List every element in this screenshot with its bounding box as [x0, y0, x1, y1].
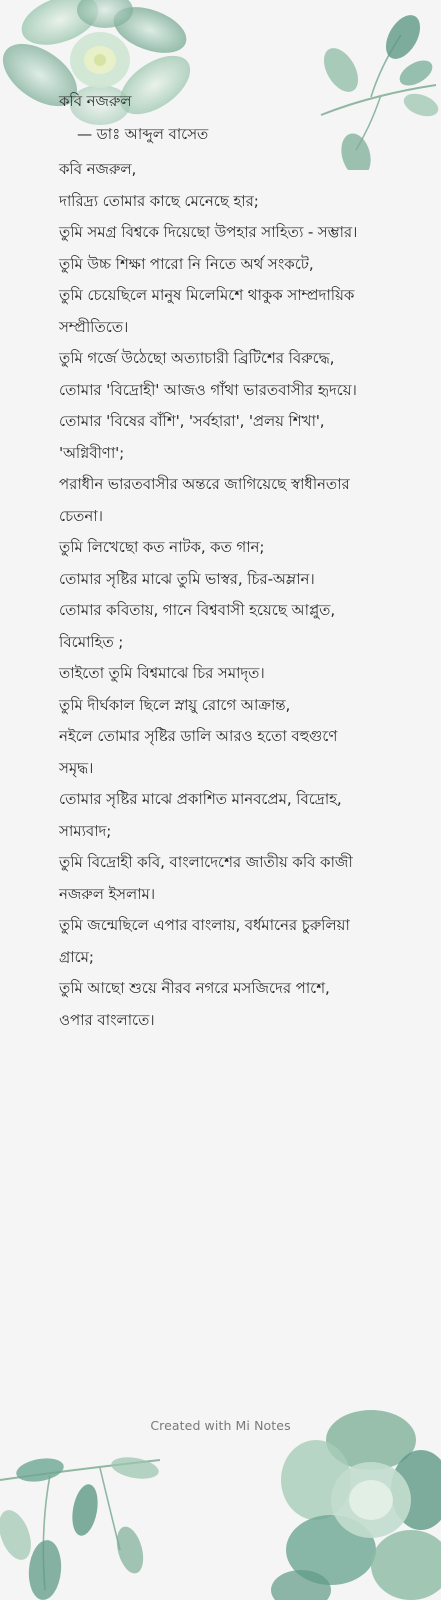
poem-line: 'অগ্নিবীণা'; [59, 443, 125, 462]
poem-line: তোমার সৃষ্টির মাঝে প্রকাশিত মানবপ্রেম, বিদ্রোহ, [59, 790, 342, 808]
poem-line: তোমার 'বিষের বাঁশি', 'সর্বহারা', 'প্রলয় শিখা', [59, 412, 325, 430]
poem-line: ওপার বাংলাতে। [59, 1010, 155, 1029]
poem-line: তোমার 'বিদ্রোহী' আজও গাঁথা ভারতবাসীর হৃদয়ে। [59, 380, 357, 399]
poem-line: চেতনা। [59, 506, 103, 525]
footer-created-with: Created with Mi Notes [150, 1418, 291, 1433]
poem-line: সম্প্রীতিতে। [59, 317, 129, 336]
poem-line: তুমি গর্জে উঠেছো অত্যাচারী ব্রিটিশের বিরুদ্ধে, [59, 349, 335, 367]
poem-line: নজরুল ইসলাম। [59, 884, 155, 903]
poem-line: তুমি দীর্ঘকাল ছিলে স্নায়ু রোগে আক্রান্ত, [59, 695, 291, 714]
poem-line: তাইতো তুমি বিশ্বমাঝে চির সমাদৃত। [59, 664, 265, 682]
poem-line: তুমি বিদ্রোহী কবি, বাংলাদেশের জাতীয় কবি কাজী [59, 853, 353, 871]
poem-line: তোমার সৃষ্টির মাঝে তুমি ভাস্বর, চির-অম্লান। [59, 569, 315, 588]
poem-line: পরাধীন ভারতবাসীর অন্তরে জাগিয়েছে স্বাধীনতার [59, 475, 350, 493]
note-author: — ডাঃ আব্দুল বাসেত [77, 125, 209, 143]
poem-line: সমৃদ্ধ। [59, 758, 94, 777]
poem-line: সাম্যবাদ; [59, 821, 112, 840]
poem-line: তুমি লিখেছো কত নাটক, কত গান; [59, 538, 265, 556]
poem-line: তুমি উচ্চ শিক্ষা পারো নি নিতে অর্থ সংকটে, [59, 254, 314, 273]
poem-line: তুমি সমগ্র বিশ্বকে দিয়েছো উপহার সাহিত্য - সম্ভার। [59, 223, 358, 241]
poem-line: দারিদ্র্য তোমার কাছে মেনেছে হার; [59, 191, 259, 210]
note-title: কবি নজরুল [59, 92, 132, 110]
poem-line: বিমোহিত ; [59, 632, 124, 651]
poem-line: গ্রামে; [59, 947, 94, 966]
poem-line: তুমি আছো শুয়ে নীরব নগরে মসজিদের পাশে, [59, 979, 330, 997]
poem-line: কবি নজরুল, [59, 160, 137, 178]
leaf-branch-bottom-left-image [0, 1440, 165, 1600]
poem-line: তুমি জন্মেছিলে এপার বাংলায়, বর্ধমানের চুরুলিয়া [59, 916, 350, 934]
note-body[interactable] [59, 88, 431, 1036]
poem-line: নইলে তোমার সৃষ্টির ডালি আরও হতো বহুগুণে [59, 727, 338, 745]
poem-line: তুমি চেয়েছিলে মানুষ মিলেমিশে থাকুক সাম্প্রদায়িক [59, 286, 355, 304]
poem-line: তোমার কবিতায়, গানে বিশ্ববাসী হয়েছে আপ্লুত, [59, 601, 335, 619]
